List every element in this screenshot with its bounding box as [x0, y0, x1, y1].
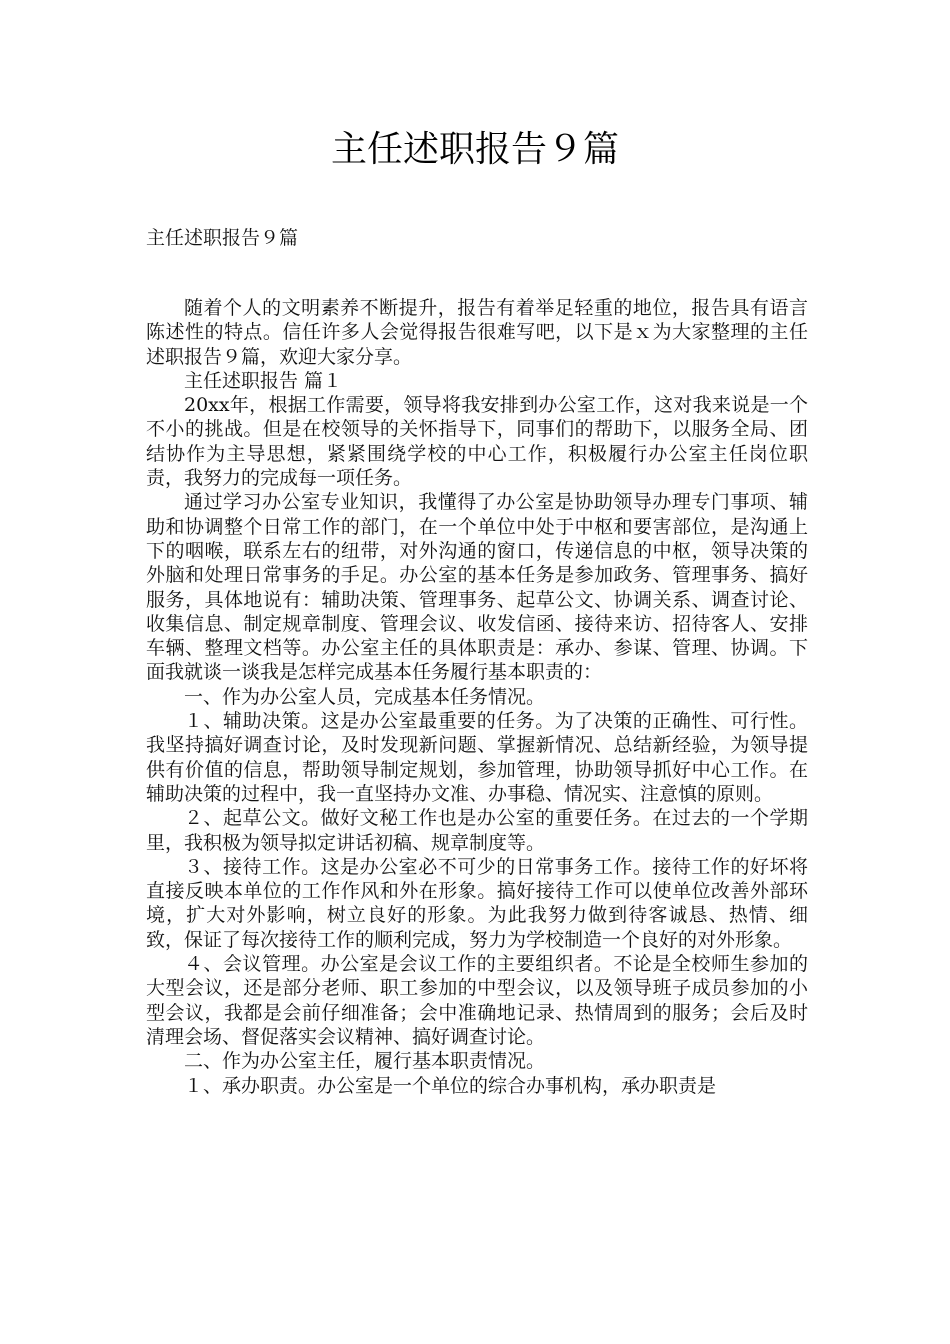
paragraph: ４、会议管理。办公室是会议工作的主要组织者。不论是全校师生参加的大型会议，还是部分老师、职工参加的中型会议，以及领导班子成员参加的小型会议，我都是会前仔细准备；会中准确地记录、热情周到的服务；会后及时清理会场、督促落实会议精神、搞好调查讨论。	[146, 953, 808, 1048]
document-body	[146, 296, 808, 1098]
paragraph-heading: 二、作为办公室主任，履行基本职责情况。	[184, 1050, 546, 1073]
paragraph: 20xx年，根据工作需要，领导将我安排到办公室工作，这对我来说是一个不小的挑战。但是在校领导的关怀指导下，同事们的帮助下，以服务全局、团结协作为主导思想，紧紧围绕学校的中心工作，积极履行办公室主任岗位职责，我努力的完成每一项任务。	[146, 394, 808, 490]
paragraph: 通过学习办公室专业知识，我懂得了办公室是协助领导办理专门事项、辅助和协调整个日常工作的部门，在一个单位中处于中枢和要害部位，是沟通上下的咽喉，联系左右的纽带，对外沟通的窗口，传递信息的中枢，领导决策的外脑和处理日常事务的手足。办公室的基本任务是参加政务、管理事务、搞好服务，具体地说有：辅助决策、管理事务、起草公文、协调关系、调查讨论、收集信息、制定规章制度、管理会议、收发信函、接待来访、招待客人、安排车辆、整理文档等。办公室主任的具体职责是：承办、参谋、管理、协调。下面我就谈一谈我是怎样完成基本任务履行基本职责的：	[146, 491, 808, 684]
paragraph: ３、接待工作。这是办公室必不可少的日常事务工作。接待工作的好坏将直接反映本单位的工作作风和外在形象。搞好接待工作可以使单位改善外部环境，扩大对外影响，树立良好的形象。为此我努力做到待客诚恳、热情、细致，保证了每次接待工作的顺利完成，努力为学校制造一个良好的对外形象。	[146, 855, 808, 951]
document-title: 主任述职报告９篇	[330, 129, 619, 170]
paragraph-heading: 一、作为办公室人员，完成基本任务情况。	[184, 685, 546, 708]
paragraph: ２、起草公文。做好文秘工作也是办公室的重要任务。在过去的一个学期里，我积极为领导拟定讲话初稿、规章制度等。	[146, 807, 808, 854]
paragraph: １、承办职责。办公室是一个单位的综合办事机构，承办职责是	[184, 1074, 717, 1097]
paragraph-section-heading: 主任述职报告 篇１	[184, 369, 343, 392]
document-subtitle: 主任述职报告９篇	[146, 227, 299, 249]
paragraph: １、辅助决策。这是办公室最重要的任务。为了决策的正确性、可行性。我坚持搞好调查讨论，及时发现新问题、掌握新情况、总结新经验，为领导提供有价值的信息，帮助领导制定规划，参加管理，协助领导抓好中心工作。在辅助决策的过程中，我一直坚持办文准、办事稳、情况实、注意慎的原则。	[146, 710, 808, 805]
paragraph-intro: 随着个人的文明素养不断提升，报告有着举足轻重的地位，报告具有语言陈述性的特点。信任许多人会觉得报告很难写吧，以下是ｘ为大家整理的主任述职报告９篇，欢迎大家分享。	[146, 297, 808, 368]
